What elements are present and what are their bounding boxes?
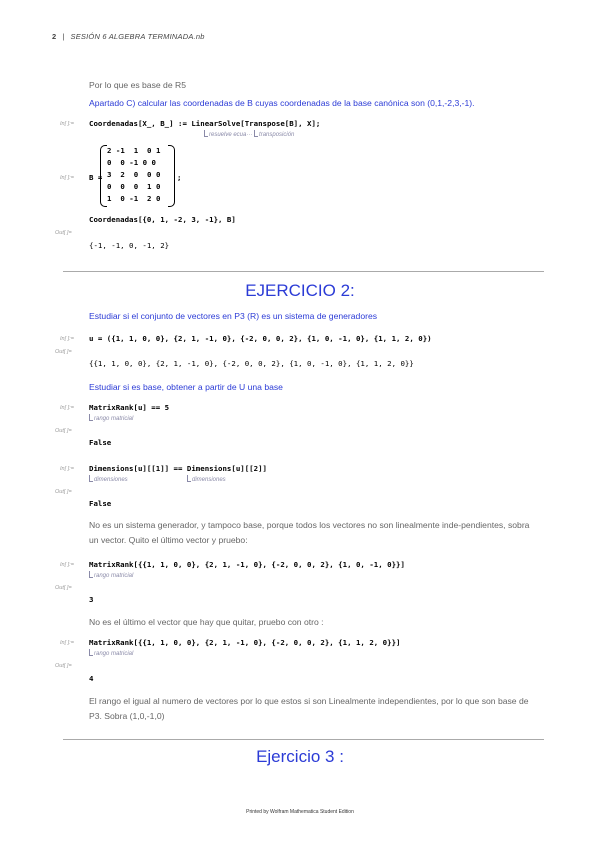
matrix-row: 0 0 -1 0 0: [107, 158, 156, 167]
hint-bracket-icon: [89, 649, 93, 656]
hint-bracket-icon: [89, 571, 93, 578]
output-cell-rank-3: 3: [89, 595, 94, 604]
autocomplete-hint-linearsolve: resuelve ecua··· transposición: [204, 130, 294, 138]
matrix-left-paren: [100, 145, 107, 207]
text-cell-estudiar-base: Estudiar si es base, obtener a partir de U una base: [89, 382, 283, 392]
hint-bracket-icon: [204, 130, 208, 137]
matrix-suffix: ;: [177, 173, 182, 182]
input-cell-coordenadas-call[interactable]: Coordenadas[{0, 1, -2, 3, -1}, B]: [89, 215, 236, 224]
file-title: SESIÓN 6 ALGEBRA TERMINADA.nb: [70, 32, 205, 41]
page-number: 2: [52, 32, 57, 41]
section-divider: [63, 271, 544, 272]
matrix-assign-prefix[interactable]: B =: [89, 173, 103, 182]
output-label: Out[ ]=: [55, 230, 72, 236]
print-footer: Printed by Wolfram Mathematica Student Edition: [246, 809, 354, 815]
matrix-row: 0 0 0 1 0: [107, 182, 161, 191]
text-cell-base-r5: Por lo que es base de R5: [89, 80, 186, 90]
autocomplete-hint-dimensions-2: dimensiones: [187, 475, 226, 483]
text-cell-estudiar-generadores: Estudiar si el conjunto de vectores en P3 (R) es un sistema de generadores: [89, 311, 378, 321]
input-cell-u-definition[interactable]: u = ({1, 1, 0, 0}, {2, 1, -1, 0}, {-2, 0, 0, 2}, {1, 0, -1, 0}, {1, 1, 2, 0}): [89, 334, 432, 343]
hint-bracket-icon: [89, 414, 93, 421]
input-cell-dimensions[interactable]: Dimensions[u][[1]] == Dimensions[u][[2]]: [89, 464, 267, 473]
page-header: [52, 32, 205, 41]
hint-bracket-icon: [254, 130, 258, 137]
section-heading-ejercicio-2: EJERCICIO 2:: [245, 281, 355, 300]
header-separator: |: [62, 32, 65, 41]
input-cell-matrixrank-4a[interactable]: MatrixRank[{{1, 1, 0, 0}, {2, 1, -1, 0}, {-2, 0, 0, 2}, {1, 0, -1, 0}}]: [89, 560, 405, 569]
matrix-b[interactable]: [107, 145, 160, 205]
autocomplete-hint-matrixrank: rango matricial: [89, 571, 133, 579]
hint-bracket-icon: [187, 475, 191, 482]
output-label: Out[ ]=: [55, 428, 72, 434]
matrix-right-paren: [168, 145, 175, 207]
output-label: Out[ ]=: [55, 663, 72, 669]
matrix-row: 1 0 -1 2 0: [107, 194, 161, 203]
output-label: Out[ ]=: [55, 489, 72, 495]
input-cell-coordenadas-def[interactable]: Coordenadas[X_, B_] := LinearSolve[Transpose[B], X];: [89, 119, 321, 128]
output-cell-coordenadas: {-1, -1, 0, -1, 2}: [89, 241, 170, 250]
input-label: In[ ]:=: [60, 562, 74, 568]
text-cell-apartado-c: Apartado C) calcular las coordenadas de B cuyas coordenadas de la base canónica son (0,1,-2,3,-1).: [89, 98, 475, 108]
output-cell-false-1: False: [89, 438, 112, 447]
text-cell-no-es-ultimo: No es el último el vector que hay que quitar, pruebo con otro :: [89, 617, 324, 627]
text-cell-no-es-generador: No es un sistema generador, y tampoco base, porque todos los vectores no son linealmente inde-pendientes, sobra un vector. Quito el último vector y pruebo:: [89, 520, 530, 545]
input-label: In[ ]:=: [60, 336, 74, 342]
matrix-row: 2 -1 1 0 1: [107, 146, 161, 155]
section-heading-ejercicio-3: Ejercicio 3 :: [256, 747, 344, 766]
autocomplete-hint-dimensions-1: dimensiones: [89, 475, 128, 483]
input-label: In[ ]:=: [60, 640, 74, 646]
input-label: In[ ]:=: [60, 405, 74, 411]
output-label: Out[ ]=: [55, 585, 72, 591]
section-divider: [63, 739, 544, 740]
matrix-row: 3 2 0 0 0: [107, 170, 161, 179]
output-cell-u: {{1, 1, 0, 0}, {2, 1, -1, 0}, {-2, 0, 0, 2}, {1, 0, -1, 0}, {1, 1, 2, 0}}: [89, 359, 414, 368]
input-cell-matrixrank-u[interactable]: MatrixRank[u] == 5: [89, 403, 170, 412]
autocomplete-hint-matrixrank: rango matricial: [89, 414, 133, 422]
output-cell-false-2: False: [89, 499, 112, 508]
input-label: In[ ]:=: [60, 121, 74, 127]
text-cell-conclusion: El rango el igual al numero de vectores por lo que estos si son Linealmente independientes, por lo que son base de P3. Sobra (1,0,-1,0): [89, 696, 529, 721]
input-label: In[ ]:=: [60, 175, 74, 181]
output-cell-rank-4: 4: [89, 674, 94, 683]
input-label: In[ ]:=: [60, 466, 74, 472]
output-label: Out[ ]=: [55, 349, 72, 355]
autocomplete-hint-matrixrank: rango matricial: [89, 649, 133, 657]
hint-bracket-icon: [89, 475, 93, 482]
input-cell-matrixrank-4b[interactable]: MatrixRank[{{1, 1, 0, 0}, {2, 1, -1, 0}, {-2, 0, 0, 2}, {1, 1, 2, 0}}]: [89, 638, 401, 647]
